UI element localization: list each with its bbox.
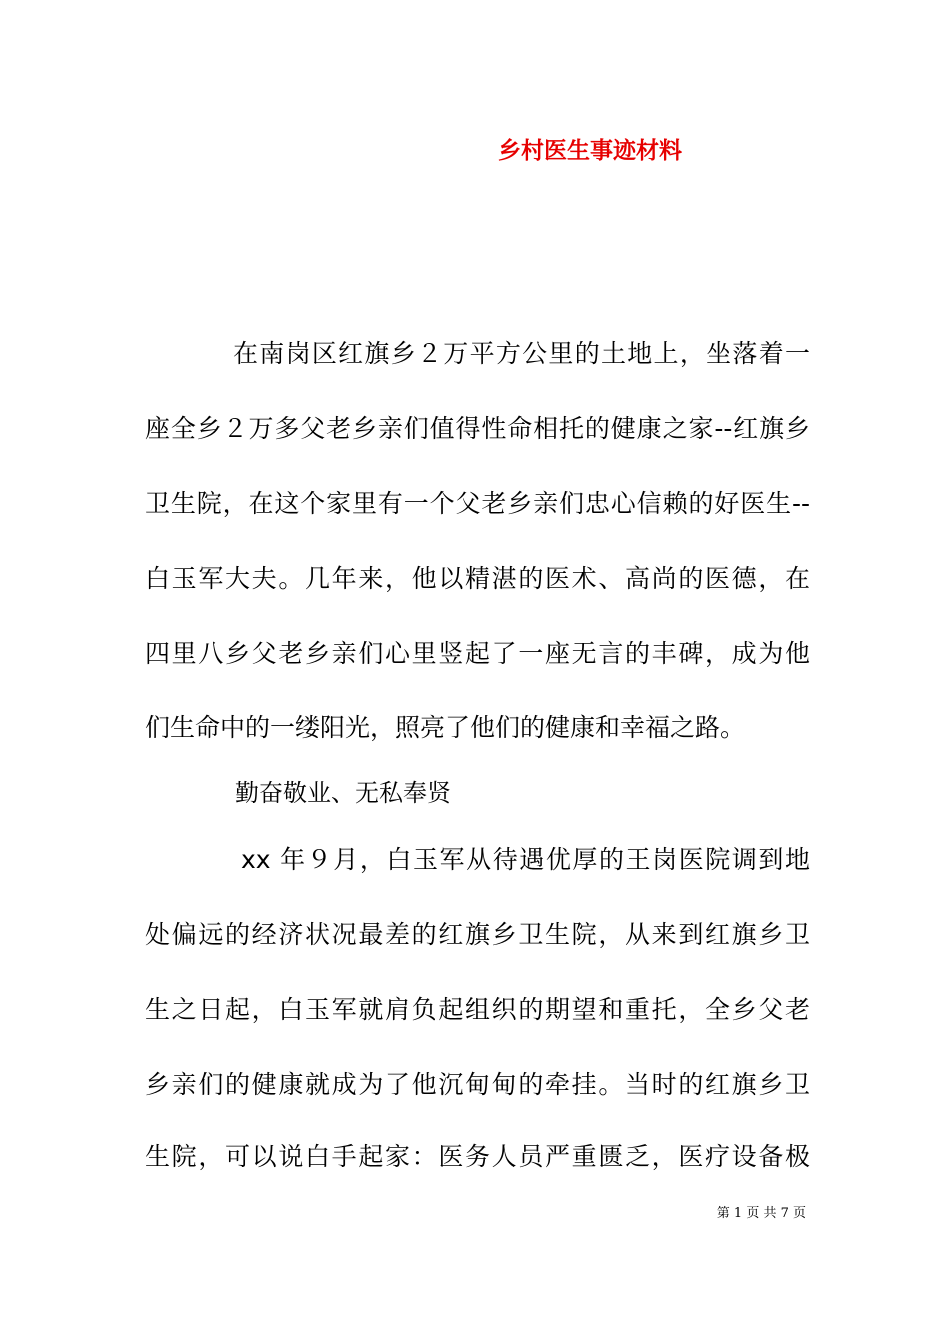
- paragraph-1-line-5: 四里八乡父老乡亲们心里竖起了一座无言的丰碑，成为他: [145, 639, 810, 668]
- paragraph-1-line-2: 座全乡２万多父老乡亲们值得性命相托的健康之家--红旗乡: [145, 414, 810, 443]
- paragraph-1-line-1: 在南岗区红旗乡２万平方公里的土地上，坐落着一: [233, 339, 810, 368]
- document-title: 乡村医生事迹材料: [498, 137, 682, 164]
- section-heading: 勤奋敬业、无私奉贤: [235, 779, 451, 807]
- paragraph-2-line-1: xx 年９月，白玉军从待遇优厚的王岗医院调到地: [241, 845, 810, 874]
- paragraph-2-line-4: 乡亲们的健康就成为了他沉甸甸的牵挂。当时的红旗乡卫: [145, 1070, 810, 1099]
- paragraph-1-line-4: 白玉军大夫。几年来，他以精湛的医术、高尚的医德，在: [145, 564, 810, 593]
- paragraph-2-line-3: 生之日起，白玉军就肩负起组织的期望和重托，全乡父老: [145, 995, 810, 1024]
- paragraph-2-line-5: 生院，可以说白手起家：医务人员严重匮乏，医疗设备极: [145, 1142, 810, 1171]
- paragraph-2-line-2: 处偏远的经济状况最差的红旗乡卫生院，从来到红旗乡卫: [145, 920, 810, 949]
- page-footer: 第 1 页 共 7 页: [716, 1206, 806, 1221]
- paragraph-1-line-3: 卫生院，在这个家里有一个父老乡亲们忠心信赖的好医生--: [145, 489, 810, 518]
- paragraph-1-line-6: 们生命中的一缕阳光，照亮了他们的健康和幸福之路。: [145, 713, 746, 742]
